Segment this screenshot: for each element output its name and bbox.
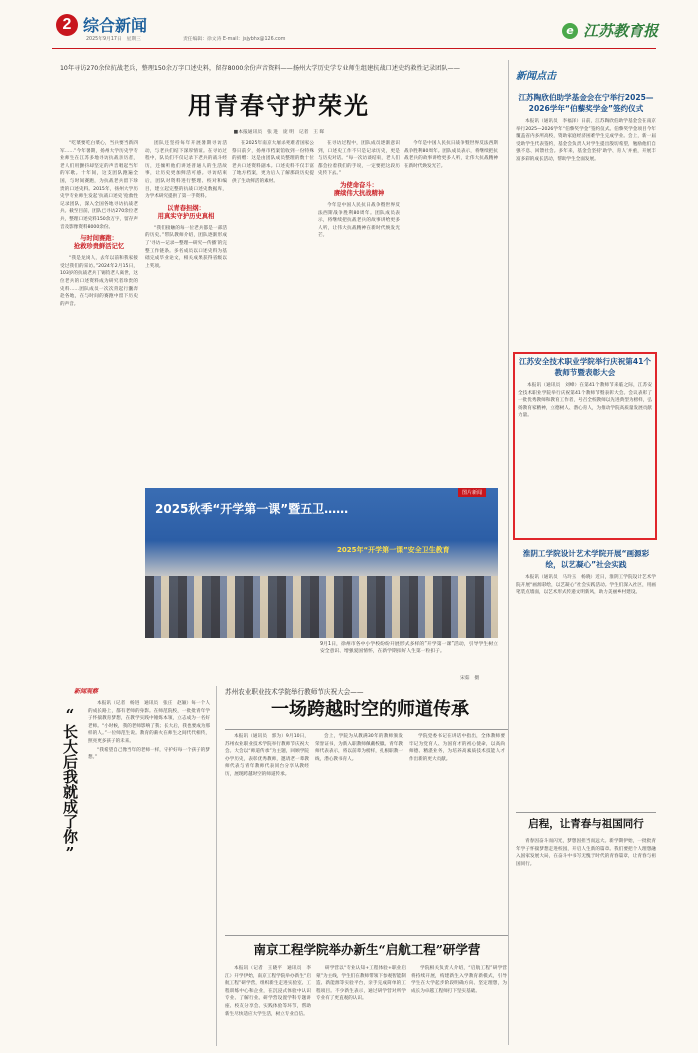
- engineering-col2-text: 研学营以“专业认知+工程体验+职业启蒙”为主线，学生们在教师带领下参观智能制造、新能源等实验平台，亲手完成简单的工程项目。不少新生表示，通过研学营对所学专业有了更直观的认识。: [316, 966, 406, 1002]
- page-number-badge: [56, 14, 78, 36]
- lead-column-2: [145, 140, 227, 480]
- lead-kicker: 10年寻访270余位抗战老兵，整理150余万字口述史料，留存8000余份声音资料——扬州大学历史学专业师生组建抗战口述史约救性记录团队——: [60, 65, 460, 72]
- lead-column-4: [318, 140, 400, 480]
- lead-col1-text: “吃菜要吃白菜心，当兵要当新四军……”今年暑期，扬州大学历史学专业师生在江苏多地寻访抗战亲历者，老人们用颤抖却坚定的声音唱起当年的军歌。十年间，这支团队跑遍全国，与时间赛跑，为抗战老兵留下珍贵的口述史料。2015年，扬州大学历史学专业师生发起‘抗战口述史’抢救性记录团队，深入全国各地寻访抗战老兵。截至目前，团队已寻访270余位老兵，整理口述史料150余万字，留存声音及影像资料8000余份。: [60, 141, 138, 230]
- lead-col4-text: 在寻访过程中，团队成员逐渐意识到，口述史工作不只是记录历史，更是与历史对话。“每一次访谈结束，老人们都会拉着我们的手说，一定要把这段历史传下去。”: [318, 141, 400, 177]
- vocational-col1-text: 本报讯（通讯员 郭为）9月10日，苏州农业职业技术学院举行教师节庆祝大会。大会以“师道传承”为主题，回顾学院办学历史，表彰优秀教师，邀请老一辈教师代表与青年教师代表同台分享从教经历，展现跨越时空的师道传承。: [225, 734, 309, 777]
- lead-column-1: [60, 140, 138, 480]
- photo-caption: 9月1日，徐州市各中小学校纷纷开展形式多样的“开学第一课”活动，引导学生树立安全意识、增强爱国情怀，在新学期扣好人生第一粒扣子。: [320, 642, 498, 654]
- lead-byline: ■本报通讯员 张 进 庞 明 记者 王 晖: [233, 130, 325, 135]
- masthead: [0, 0, 698, 56]
- feature-title: 启程，让青春与祖国同行: [528, 818, 644, 830]
- photo-banner-label: 图片新闻: [458, 488, 486, 497]
- engineering-col3-text: 学院相关负责人介绍，“启航工程”研学营将持续开展，构建新生入学教育新模式，引导学生在大学起步阶段明确方向、坚定理想，为成长为卓越工程师打下坚实基础。: [411, 966, 507, 994]
- lead-col1b-text: “我是龙岗人，去年以前和我家接受过我们的采访。”2024年2月15日，103岁的抗战老兵丁锡钧老人离世，这位老兵的口述资料成为研究者珍贵的史料……团队成员一次次背起行囊奔赴各地，在与时间的赛跑中留下历史的声音。: [60, 256, 138, 307]
- section-name: 综合新闻: [83, 16, 148, 35]
- column-piece-headline: “长大后我就成了你”: [61, 706, 79, 862]
- news-column-label-text: 新闻点击: [516, 71, 556, 82]
- news-item-1: [516, 92, 656, 332]
- column-piece-text: 本报讯（记者 杨进 通讯员 张庄 赵颖）每一个人的成长路上，都有老师的身影。在师范院校，一批批青年学子怀揣教育梦想，在教学实践中锤炼本领，立志成为一名好老师。“小时候，我的老师影响了我；长大后，我也要成为那样的人。”一位师范生说。教育的薪火在师生之间代代相传，照亮更多孩子的未来。: [88, 701, 210, 744]
- news-item-2-body: 本报讯（通讯员 刘峰）在第41个教师节来临之际，江苏安全技术职业学院举行庆祝第41个教师节暨表彰大会。会议表彰了一批优秀教师和教育工作者，号召全校教师以先进典型为榜样，弘扬教育家精神，立德树人、潜心育人，为推动学院高质量发展贡献力量。: [518, 383, 652, 419]
- news-item-3-title: 淮阴工学院设计艺术学院开展“画源彩绘，以艺凝心”社会实践: [522, 549, 650, 569]
- engineering-col1-text: 本报讯（记者 王晓平 通讯员 李 江）开学伊始，南京工程学院举办新生“启航工程”研学营，组织新生走进实验室、工程训练中心和企业，在沉浸式体验中认识专业、了解行业。研学营设置学科专题讲座、校友分享会、实践体验等环节，帮助新生尽快适应大学生活，树立专业自信。: [225, 966, 316, 1017]
- divider-right-column: [508, 60, 509, 1045]
- news-column-label: [516, 64, 656, 86]
- vocational-col-3: [409, 733, 505, 933]
- lead-col4b-text: 今年是中国人民抗日战争暨世界反法西斯战争胜利80周年。团队成员表示，将继续把抗战老兵的故事讲给更多人听，让伟大抗战精神在新时代焕发光芒。: [318, 202, 400, 239]
- lead-subhead-2: 以青春担纲： 用真实守护历史真相: [157, 204, 215, 220]
- paper-logo-mark: e: [562, 23, 578, 39]
- lead-col2-text: 团队还坚持每年开展暑期寻访活动，与老兵们结下深厚情谊。在寻访过程中，队员们不仅记录下老兵的战斗经历，还倾听他们讲述普通人的生活故事，让历史更加鲜活可感。寻访结束后，团队对资料进行整理、校对和编目，建立起完整的抗战口述史数据库，为学术研究提供了第一手资料。: [145, 141, 227, 200]
- news-item-2: [513, 352, 657, 540]
- engineering-col-2: [316, 965, 406, 1045]
- divider-left-mid: [216, 686, 217, 1046]
- vocational-col2-text: 会上，学院为从教满30年的教师颁发荣誉证书，为新入职教师佩戴校徽。青年教师代表表示，将以前辈为榜样，扎根职教一线，潜心教书育人。: [315, 734, 403, 762]
- vocational-rule: [225, 729, 509, 730]
- lead-subhead-1: 与时间赛跑： 抢救珍贵鲜活记忆: [73, 235, 125, 251]
- column-piece-closing: “我希望自己像当年的老师一样，守护好每一个孩子的梦想。”: [88, 747, 210, 761]
- page-number: 2: [62, 16, 72, 33]
- lead-column-5: [404, 140, 498, 480]
- news-photo: [145, 488, 498, 638]
- paper-name: 江苏教育报: [583, 22, 659, 40]
- column-piece-label: 新闻观察: [74, 688, 99, 695]
- engineering-col-1: [225, 965, 316, 1045]
- photo-credit: 宋茹 摄: [460, 676, 480, 681]
- feature-body: 青春因奋斗而闪光，梦想因担当而远大。新学期伊始，一批批青年学子怀揣梦想走进校园，开启人生新的篇章。我们要把个人理想融入国家发展大局，在奋斗中书写无愧于时代的青春篇章，让青春与祖国同行。: [516, 839, 656, 867]
- news-item-3-body: 本报讯（通讯员 马玲玉 杨晓）近日，淮阴工学院设计艺术学院开展“画源彩绘，以艺凝心”社会实践活动。学生们深入社区，用画笔装点墙面，以艺术形式传递文明新风，助力美丽乡村建设。: [516, 575, 656, 596]
- news-item-1-body: 本报讯（通讯员 李福泽）日前，江苏陶欣伯助学基金会在南京举行2025—2026学年“伯藜奖学金”签约仪式。伯藜奖学金项目今年覆盖省内多所高校，资助家庭经济困难学生完成学业。会上，新一届受助学生代表签约，基金会负责人对学生提出殷切希望，勉励他们自强不息、回馈社会。多年来，基金会坚持‘助学、育人’并重，开展丰富多彩的成长活动，帮助学生全面发展。: [516, 119, 656, 162]
- photo-screen-title-right: 2025年“开学第一课”安全卫生教育: [337, 546, 450, 554]
- photo-figures: [145, 576, 498, 638]
- paper-logo: [562, 20, 658, 40]
- date-line: 2025年9月17日 星期三: [86, 37, 141, 42]
- news-item-2-title: 江苏安全技术职业学院举行庆祝第41个教师节暨表彰大会: [518, 357, 652, 377]
- vocational-headline: 一场跨越时空的师道传承: [271, 699, 469, 720]
- lead-headline: 用青春守护荣光: [188, 91, 370, 120]
- vocational-col3-text: 学院党委书记在讲话中指出，全体教师要牢记为党育人、为国育才的初心使命，以高尚师德、精湛业务，为培养高素质技术技能人才作出新的更大贡献。: [409, 734, 505, 762]
- vocational-col-1: [225, 733, 309, 933]
- masthead-rule: [52, 48, 656, 49]
- lead-column-3: [232, 140, 314, 480]
- news-item-3: [516, 548, 656, 758]
- feature-top-rule: [516, 812, 656, 813]
- vocational-kicker: 苏州农业职业技术学院举行教师节庆祝大会——: [225, 688, 364, 696]
- lead-col4b-repeat: 今年是中国人民抗日战争暨世界反法西斯战争胜利80周年。团队成员表示，将继续把抗战老兵的故事讲给更多人听，让伟大抗战精神在新时代焕发光芒。: [404, 141, 498, 169]
- photo-screen-title-left: 2025秋季“开学第一课”暨五卫……: [155, 502, 349, 516]
- lead-col3-text: 在2025年南京大屠杀死难者国家公祭日前夕，扬州市档案馆收到一份特殊的捐赠：这是由团队成员整理的数十位老兵口述资料副本。口述史料不仅丰富了地方档案，更为后人了解那段历史提供了生动鲜活的素材。: [232, 141, 314, 184]
- lead-col2b-text: “我们接触的每一位老兵都是一部活的历史。”带队教师介绍，团队逐渐形成了‘寻访—记录—整理—研究—传播’的完整工作链条。多名成员以口述史料为基础完成毕业论文，相关成果获得省级以上奖项。: [145, 225, 227, 269]
- vocational-col-2: [315, 733, 403, 933]
- lead-subhead-3: 为使命奋斗： 赓续伟大抗战精神: [333, 181, 385, 197]
- news-item-1-title: 江苏陶欣伯助学基金会在宁举行2025—2026学年“伯藜奖学金”签约仪式: [518, 93, 654, 113]
- engineering-col-3: [411, 965, 507, 1045]
- column-piece-body: [88, 700, 210, 1005]
- engineering-headline: 南京工程学院举办新生“启航工程”研学营: [253, 942, 481, 957]
- editor-line: 责任编辑：徐文涛 E-mail：jsjybhx@126.com: [183, 37, 286, 42]
- engineering-top-rule: [225, 935, 509, 936]
